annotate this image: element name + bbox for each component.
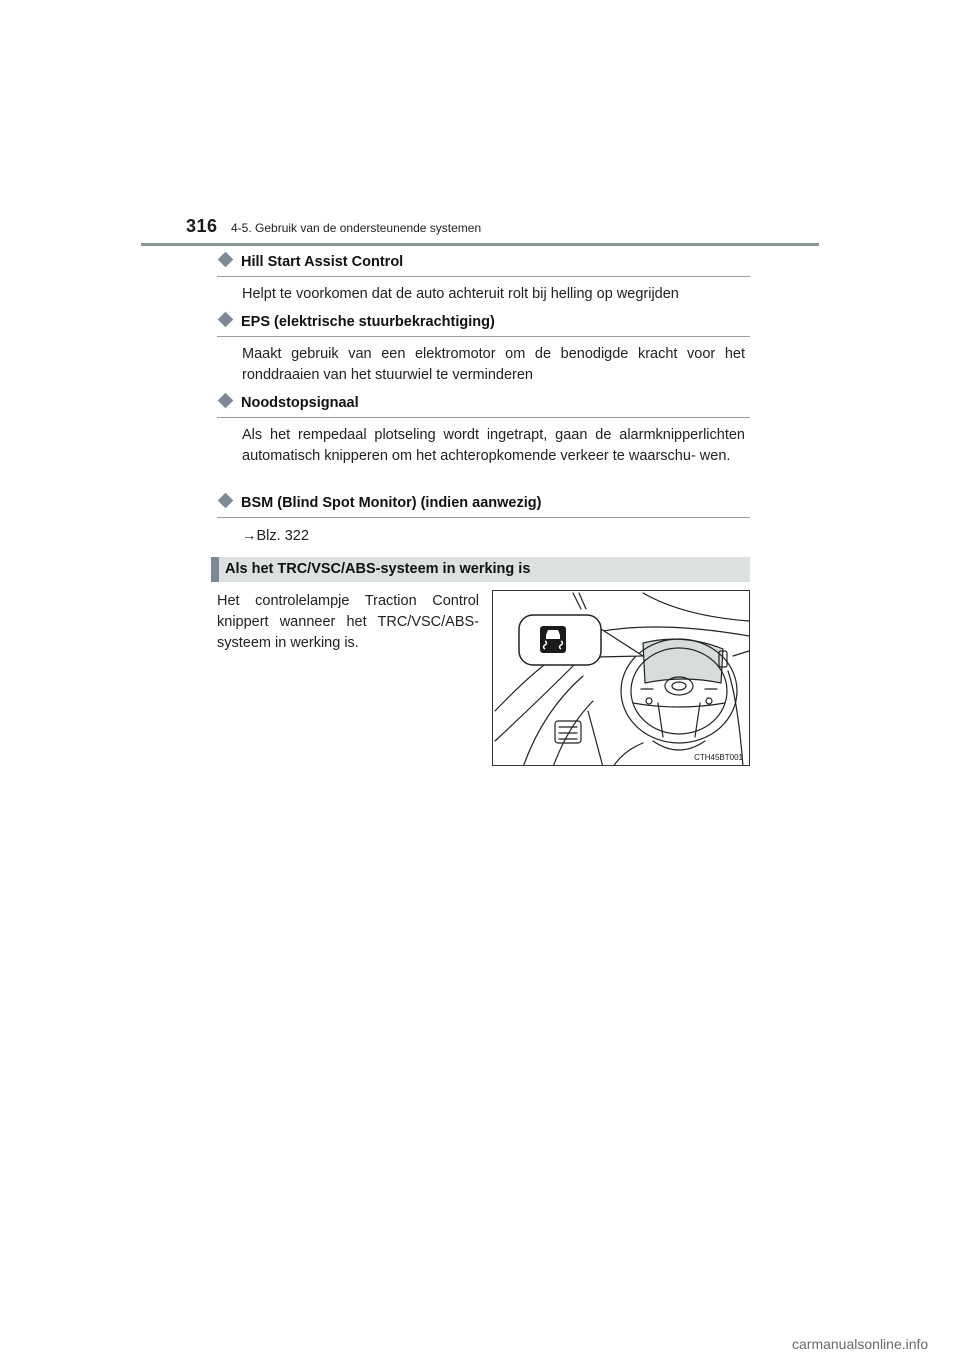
text-eps: Maakt gebruik van een elektromotor om de benodigde kracht voor het ronddraaien van het stuurwiel te verminderen: [242, 346, 745, 383]
diamond-bullet-icon: [218, 252, 234, 268]
text-hill-start-assist: Helpt te voorkomen dat de auto achteruit rolt bij helling op wegrijden: [242, 286, 679, 302]
page-number: 316: [186, 216, 218, 236]
text-noodstopsignaal: Als het rempedaal plotseling wordt ingetrapt, gaan de alarmknipperlichten automatisch knipperen om het achteropkomende verkeer te waarschu- wen.: [242, 427, 745, 464]
section-title: 4-5. Gebruik van de ondersteunende systemen: [231, 221, 482, 235]
subsection-title-bar: [211, 557, 750, 582]
figure-code: CTH45BT001: [694, 753, 743, 762]
diamond-bullet-icon: [218, 493, 234, 509]
subsection-text: Het controlelampje Traction Control knippert wanneer het TRC/VSC/ABS- systeem in werking is.: [217, 593, 479, 651]
dashboard-illustration: [492, 590, 750, 766]
heading-eps: EPS (elektrische stuurbekrachtiging): [217, 314, 750, 337]
watermark: carmanualsonline.info: [792, 1336, 929, 1352]
diamond-bullet-icon: [218, 393, 234, 409]
traction-control-indicator-icon: [540, 626, 566, 653]
text-bsm-page-ref: →Blz. 322: [242, 528, 309, 544]
diamond-bullet-icon: [218, 312, 234, 328]
steering-wheel-drawing: [493, 591, 750, 766]
heading-hill-start-assist: Hill Start Assist Control: [217, 254, 750, 277]
heading-bsm: BSM (Blind Spot Monitor) (indien aanwezig): [217, 495, 750, 518]
heading-noodstopsignaal: Noodstopsignaal: [217, 395, 750, 418]
subsection-title: Als het TRC/VSC/ABS-systeem in werking is: [225, 561, 531, 577]
header-rule: [141, 243, 819, 246]
